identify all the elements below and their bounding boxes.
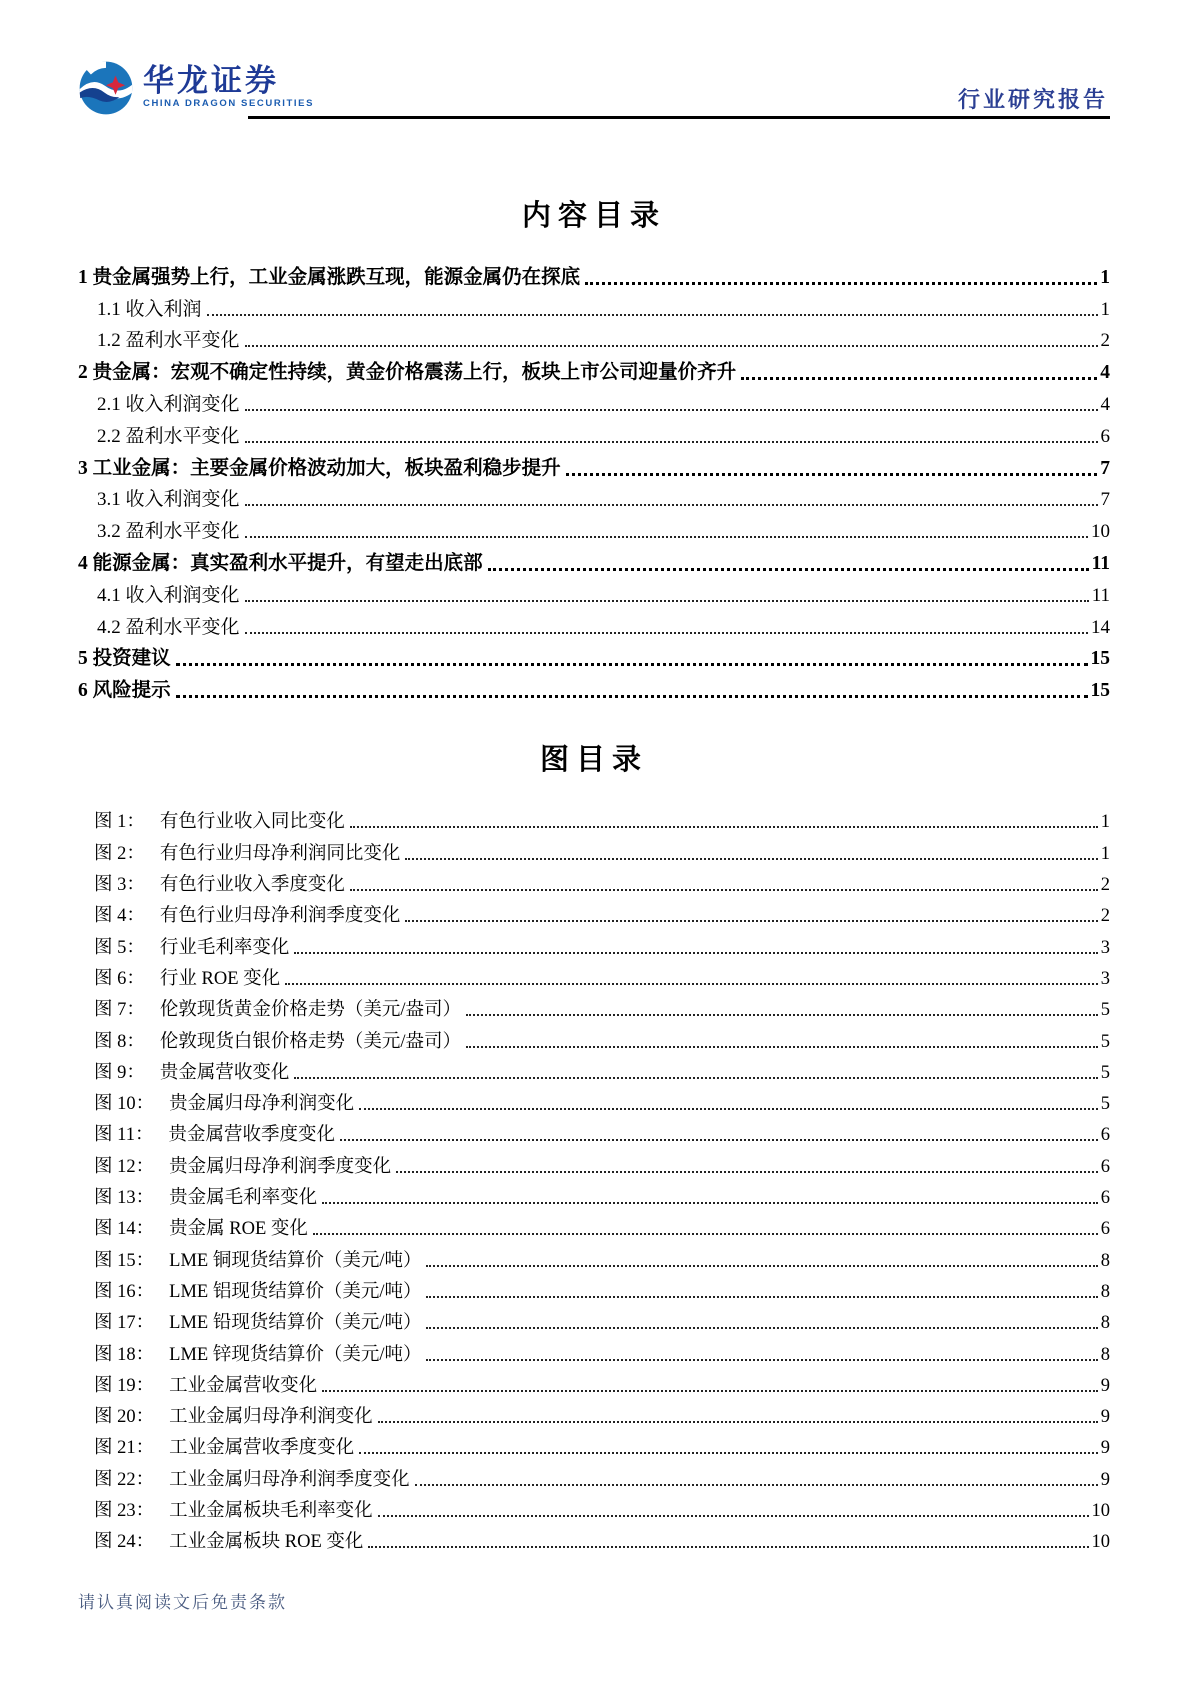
dot-leader <box>340 1139 1098 1141</box>
figure-entry <box>78 1240 1110 1271</box>
toc-entry-label: 1 贵金属强势上行，工业金属涨跌互现，能源金属仍在探底 <box>78 266 581 288</box>
toc-title: 内容目录 <box>521 200 666 232</box>
figure-entry-number: 图 9： <box>94 1062 145 1083</box>
figure-entry-page: 8 <box>1100 1250 1110 1271</box>
figure-entry-number: 图 13： <box>94 1188 155 1209</box>
dot-leader <box>426 1296 1097 1298</box>
figure-entry-title: 贵金属营收变化 <box>159 1062 290 1083</box>
figure-entry-page: 5 <box>1100 1000 1110 1021</box>
figure-entry-title: 工业金属营收变化 <box>169 1375 318 1396</box>
figure-entry-number: 图 10： <box>94 1094 155 1115</box>
figure-entry <box>78 990 1110 1021</box>
company-logo <box>78 58 314 116</box>
dot-leader <box>405 920 1097 922</box>
figure-entry-page: 5 <box>1100 1062 1110 1083</box>
figure-entry-page: 6 <box>1100 1156 1110 1177</box>
toc-entry-page: 15 <box>1090 680 1110 702</box>
dot-leader <box>566 473 1098 476</box>
figure-entry-title: 贵金属归母净利润季度变化 <box>169 1156 392 1177</box>
figure-entry <box>78 1459 1110 1490</box>
dot-leader <box>245 632 1088 634</box>
figure-entry-page: 8 <box>1100 1281 1110 1302</box>
dot-leader <box>322 1202 1098 1204</box>
report-type-label: 行业研究报告 <box>957 87 1108 112</box>
dot-leader <box>378 1515 1089 1517</box>
toc-entry-page: 4 <box>1100 362 1110 384</box>
figure-entry-number: 图 1： <box>94 812 145 833</box>
figure-entry-page: 8 <box>1100 1313 1110 1334</box>
figure-entry-title: 贵金属营收季度变化 <box>168 1125 335 1146</box>
figure-entry-number: 图 12： <box>94 1156 155 1177</box>
figure-entry-title: 有色行业归母净利润季度变化 <box>159 906 401 927</box>
dot-leader <box>245 409 1098 411</box>
figure-entry-title: 工业金属板块 ROE 变化 <box>169 1532 364 1553</box>
figure-entry-number: 图 6： <box>94 968 145 989</box>
toc-entry <box>78 257 1110 289</box>
figure-entry-number: 图 5： <box>94 937 145 958</box>
toc-entry-label: 2.2 盈利水平变化 <box>97 425 240 447</box>
figure-entry <box>78 1272 1110 1303</box>
figure-entry-page: 9 <box>1100 1407 1110 1428</box>
brand-name-cn: 华龙证券 <box>143 63 279 98</box>
figure-entry-number: 图 15： <box>94 1250 155 1271</box>
figure-entry-page: 6 <box>1100 1125 1110 1146</box>
figure-list <box>78 802 1110 1553</box>
toc-entry <box>78 543 1110 575</box>
figure-entry <box>78 1522 1110 1553</box>
figure-entry-number: 图 24： <box>94 1532 155 1553</box>
figure-entry-title: 伦敦现货黄金价格走势（美元/盎司） <box>159 1000 462 1021</box>
toc-entry-page: 4 <box>1100 393 1110 415</box>
dot-leader <box>466 1046 1098 1048</box>
toc-entry <box>78 448 1110 480</box>
figure-entry <box>78 959 1110 990</box>
figure-entry-number: 图 19： <box>94 1375 155 1396</box>
brand-name-en: CHINA DRAGON SECURITIES <box>143 98 315 109</box>
dot-leader <box>245 441 1098 443</box>
figure-directory-title: 图目录 <box>539 744 648 777</box>
figure-entry-number: 图 17： <box>94 1313 155 1334</box>
toc-entry-page: 11 <box>1091 552 1110 574</box>
toc-entry <box>78 607 1110 639</box>
toc-entry <box>78 575 1110 607</box>
figure-entry <box>78 896 1110 927</box>
toc-entry <box>78 289 1110 321</box>
figure-entry-title: LME 铝现货结算价（美元/吨） <box>169 1281 422 1302</box>
toc-entry <box>78 352 1110 384</box>
toc-entry-label: 5 投资建议 <box>78 648 171 670</box>
toc-entry <box>78 670 1110 702</box>
dot-leader <box>176 663 1088 666</box>
toc-entry-page: 2 <box>1100 330 1110 352</box>
figure-entry <box>78 1428 1110 1459</box>
figure-entry <box>78 833 1110 864</box>
dot-leader <box>322 1390 1098 1392</box>
figure-entry-title: 贵金属归母净利润变化 <box>169 1094 355 1115</box>
dot-leader <box>245 600 1089 602</box>
toc-entry-page: 10 <box>1091 521 1110 543</box>
figure-entry-title: LME 锌现货结算价（美元/吨） <box>169 1344 422 1365</box>
figure-entry-title: 行业毛利率变化 <box>159 937 290 958</box>
toc-entry-page: 1 <box>1100 266 1110 288</box>
figure-entry-page: 9 <box>1100 1438 1110 1459</box>
toc-entry-label: 3.2 盈利水平变化 <box>97 521 240 543</box>
figure-entry-page: 5 <box>1100 1094 1110 1115</box>
toc-entry-label: 2 贵金属：宏观不确定性持续，黄金价格震荡上行，板块上市公司迎量价齐升 <box>78 362 737 384</box>
dot-leader <box>368 1546 1088 1548</box>
dot-leader <box>378 1421 1098 1423</box>
dot-leader <box>741 377 1097 380</box>
figure-entry-number: 图 20： <box>94 1407 155 1428</box>
figure-entry-number: 图 3： <box>94 875 145 896</box>
toc-entry-page: 15 <box>1090 648 1110 670</box>
toc-entry-label: 3.1 收入利润变化 <box>97 489 240 511</box>
dot-leader <box>294 1077 1097 1079</box>
dot-leader <box>285 983 1098 985</box>
figure-entry-page: 1 <box>1100 843 1110 864</box>
header-rule <box>248 116 1110 119</box>
figure-entry-title: 有色行业收入同比变化 <box>159 812 345 833</box>
figure-entry-page: 6 <box>1100 1219 1110 1240</box>
toc-entry <box>78 480 1110 512</box>
figure-entry-page: 2 <box>1100 875 1110 896</box>
toc-entry <box>78 321 1110 353</box>
figure-entry-number: 图 21： <box>94 1438 155 1459</box>
figure-entry <box>78 1366 1110 1397</box>
figure-entry-number: 图 14： <box>94 1219 155 1240</box>
page-header <box>78 0 1110 119</box>
figure-entry-title: 伦敦现货白银价格走势（美元/盎司） <box>159 1031 462 1052</box>
dot-leader <box>245 536 1088 538</box>
figure-entry-number: 图 11： <box>94 1125 154 1146</box>
figure-entry-page: 10 <box>1091 1500 1110 1521</box>
figure-entry-title: 有色行业收入季度变化 <box>159 875 345 896</box>
toc-entry-label: 2.1 收入利润变化 <box>97 393 240 415</box>
dot-leader <box>207 314 1098 316</box>
dot-leader <box>294 952 1097 954</box>
figure-entry-page: 9 <box>1100 1375 1110 1396</box>
dot-leader <box>466 1014 1098 1016</box>
toc-entry <box>78 416 1110 448</box>
figure-entry-title: 工业金属板块毛利率变化 <box>169 1500 373 1521</box>
figure-entry <box>78 1303 1110 1334</box>
dot-leader <box>350 826 1098 828</box>
figure-entry <box>78 1209 1110 1240</box>
dot-leader <box>415 1484 1098 1486</box>
figure-entry <box>78 1178 1110 1209</box>
dot-leader <box>488 568 1089 571</box>
figure-entry <box>78 1084 1110 1115</box>
toc-entry-page: 1 <box>1100 298 1110 320</box>
figure-entry-page: 3 <box>1100 968 1110 989</box>
footer-disclaimer: 请认真阅读文后免责条款 <box>78 1593 287 1612</box>
figure-entry-page: 2 <box>1100 906 1110 927</box>
dot-leader <box>426 1265 1097 1267</box>
figure-entry-number: 图 2： <box>94 843 145 864</box>
toc-entry-page: 14 <box>1091 616 1110 638</box>
toc-entry <box>78 384 1110 416</box>
figure-entry-number: 图 8： <box>94 1031 145 1052</box>
figure-entry <box>78 1053 1110 1084</box>
toc-entry-label: 4 能源金属：真实盈利水平提升，有望走出底部 <box>78 552 483 574</box>
figure-entry-title: LME 铅现货结算价（美元/吨） <box>169 1313 422 1334</box>
dot-leader <box>350 889 1098 891</box>
figure-entry-page: 8 <box>1100 1344 1110 1365</box>
figure-entry-title: 工业金属营收季度变化 <box>169 1438 355 1459</box>
dot-leader <box>176 695 1088 698</box>
figure-entry <box>78 802 1110 833</box>
figure-entry-number: 图 4： <box>94 906 145 927</box>
figure-entry-number: 图 7： <box>94 1000 145 1021</box>
figure-entry-number: 图 22： <box>94 1469 155 1490</box>
figure-entry-title: 工业金属归母净利润变化 <box>169 1407 373 1428</box>
toc-entry <box>78 639 1110 671</box>
figure-entry <box>78 1115 1110 1146</box>
figure-entry-title: 工业金属归母净利润季度变化 <box>169 1469 410 1490</box>
toc-entry-page: 7 <box>1100 489 1110 511</box>
figure-entry-title: 贵金属毛利率变化 <box>169 1188 318 1209</box>
toc-entry-label: 3 工业金属：主要金属价格波动加大，板块盈利稳步提升 <box>78 457 561 479</box>
figure-entry <box>78 1021 1110 1052</box>
figure-entry-page: 10 <box>1091 1532 1110 1553</box>
figure-entry <box>78 865 1110 896</box>
toc-entry-page: 11 <box>1091 584 1110 606</box>
figure-entry-title: 贵金属 ROE 变化 <box>169 1219 308 1240</box>
figure-entry-number: 图 18： <box>94 1344 155 1365</box>
dot-leader <box>359 1108 1098 1110</box>
toc-entry-label: 1.2 盈利水平变化 <box>97 330 240 352</box>
toc-list <box>78 257 1110 702</box>
dot-leader <box>405 858 1097 860</box>
figure-entry <box>78 1397 1110 1428</box>
figure-entry-page: 6 <box>1100 1188 1110 1209</box>
dot-leader <box>585 282 1097 285</box>
figure-entry <box>78 1491 1110 1522</box>
dot-leader <box>426 1359 1097 1361</box>
figure-entry-page: 1 <box>1100 812 1110 833</box>
figure-entry-number: 图 16： <box>94 1281 155 1302</box>
dot-leader <box>245 345 1098 347</box>
figure-entry-title: LME 铜现货结算价（美元/吨） <box>169 1250 422 1271</box>
figure-entry-page: 5 <box>1100 1031 1110 1052</box>
toc-entry-label: 4.1 收入利润变化 <box>97 584 240 606</box>
toc-entry-label: 4.2 盈利水平变化 <box>97 616 240 638</box>
figure-entry-title: 行业 ROE 变化 <box>159 968 281 989</box>
toc-entry <box>78 511 1110 543</box>
toc-entry-label: 6 风险提示 <box>78 680 171 702</box>
dot-leader <box>313 1233 1098 1235</box>
figure-entry-title: 有色行业归母净利润同比变化 <box>159 843 401 864</box>
toc-entry-label: 1.1 收入利润 <box>97 298 202 320</box>
toc-entry-page: 6 <box>1100 425 1110 447</box>
figure-entry <box>78 1334 1110 1365</box>
figure-entry-page: 3 <box>1100 937 1110 958</box>
dot-leader <box>426 1327 1097 1329</box>
figure-entry <box>78 1146 1110 1177</box>
dot-leader <box>396 1171 1098 1173</box>
figure-entry-page: 9 <box>1100 1469 1110 1490</box>
toc-entry-page: 7 <box>1100 457 1110 479</box>
figure-entry <box>78 927 1110 958</box>
dot-leader <box>245 504 1098 506</box>
dot-leader <box>359 1452 1098 1454</box>
figure-entry-number: 图 23： <box>94 1500 155 1521</box>
dragon-globe-icon <box>78 60 134 116</box>
